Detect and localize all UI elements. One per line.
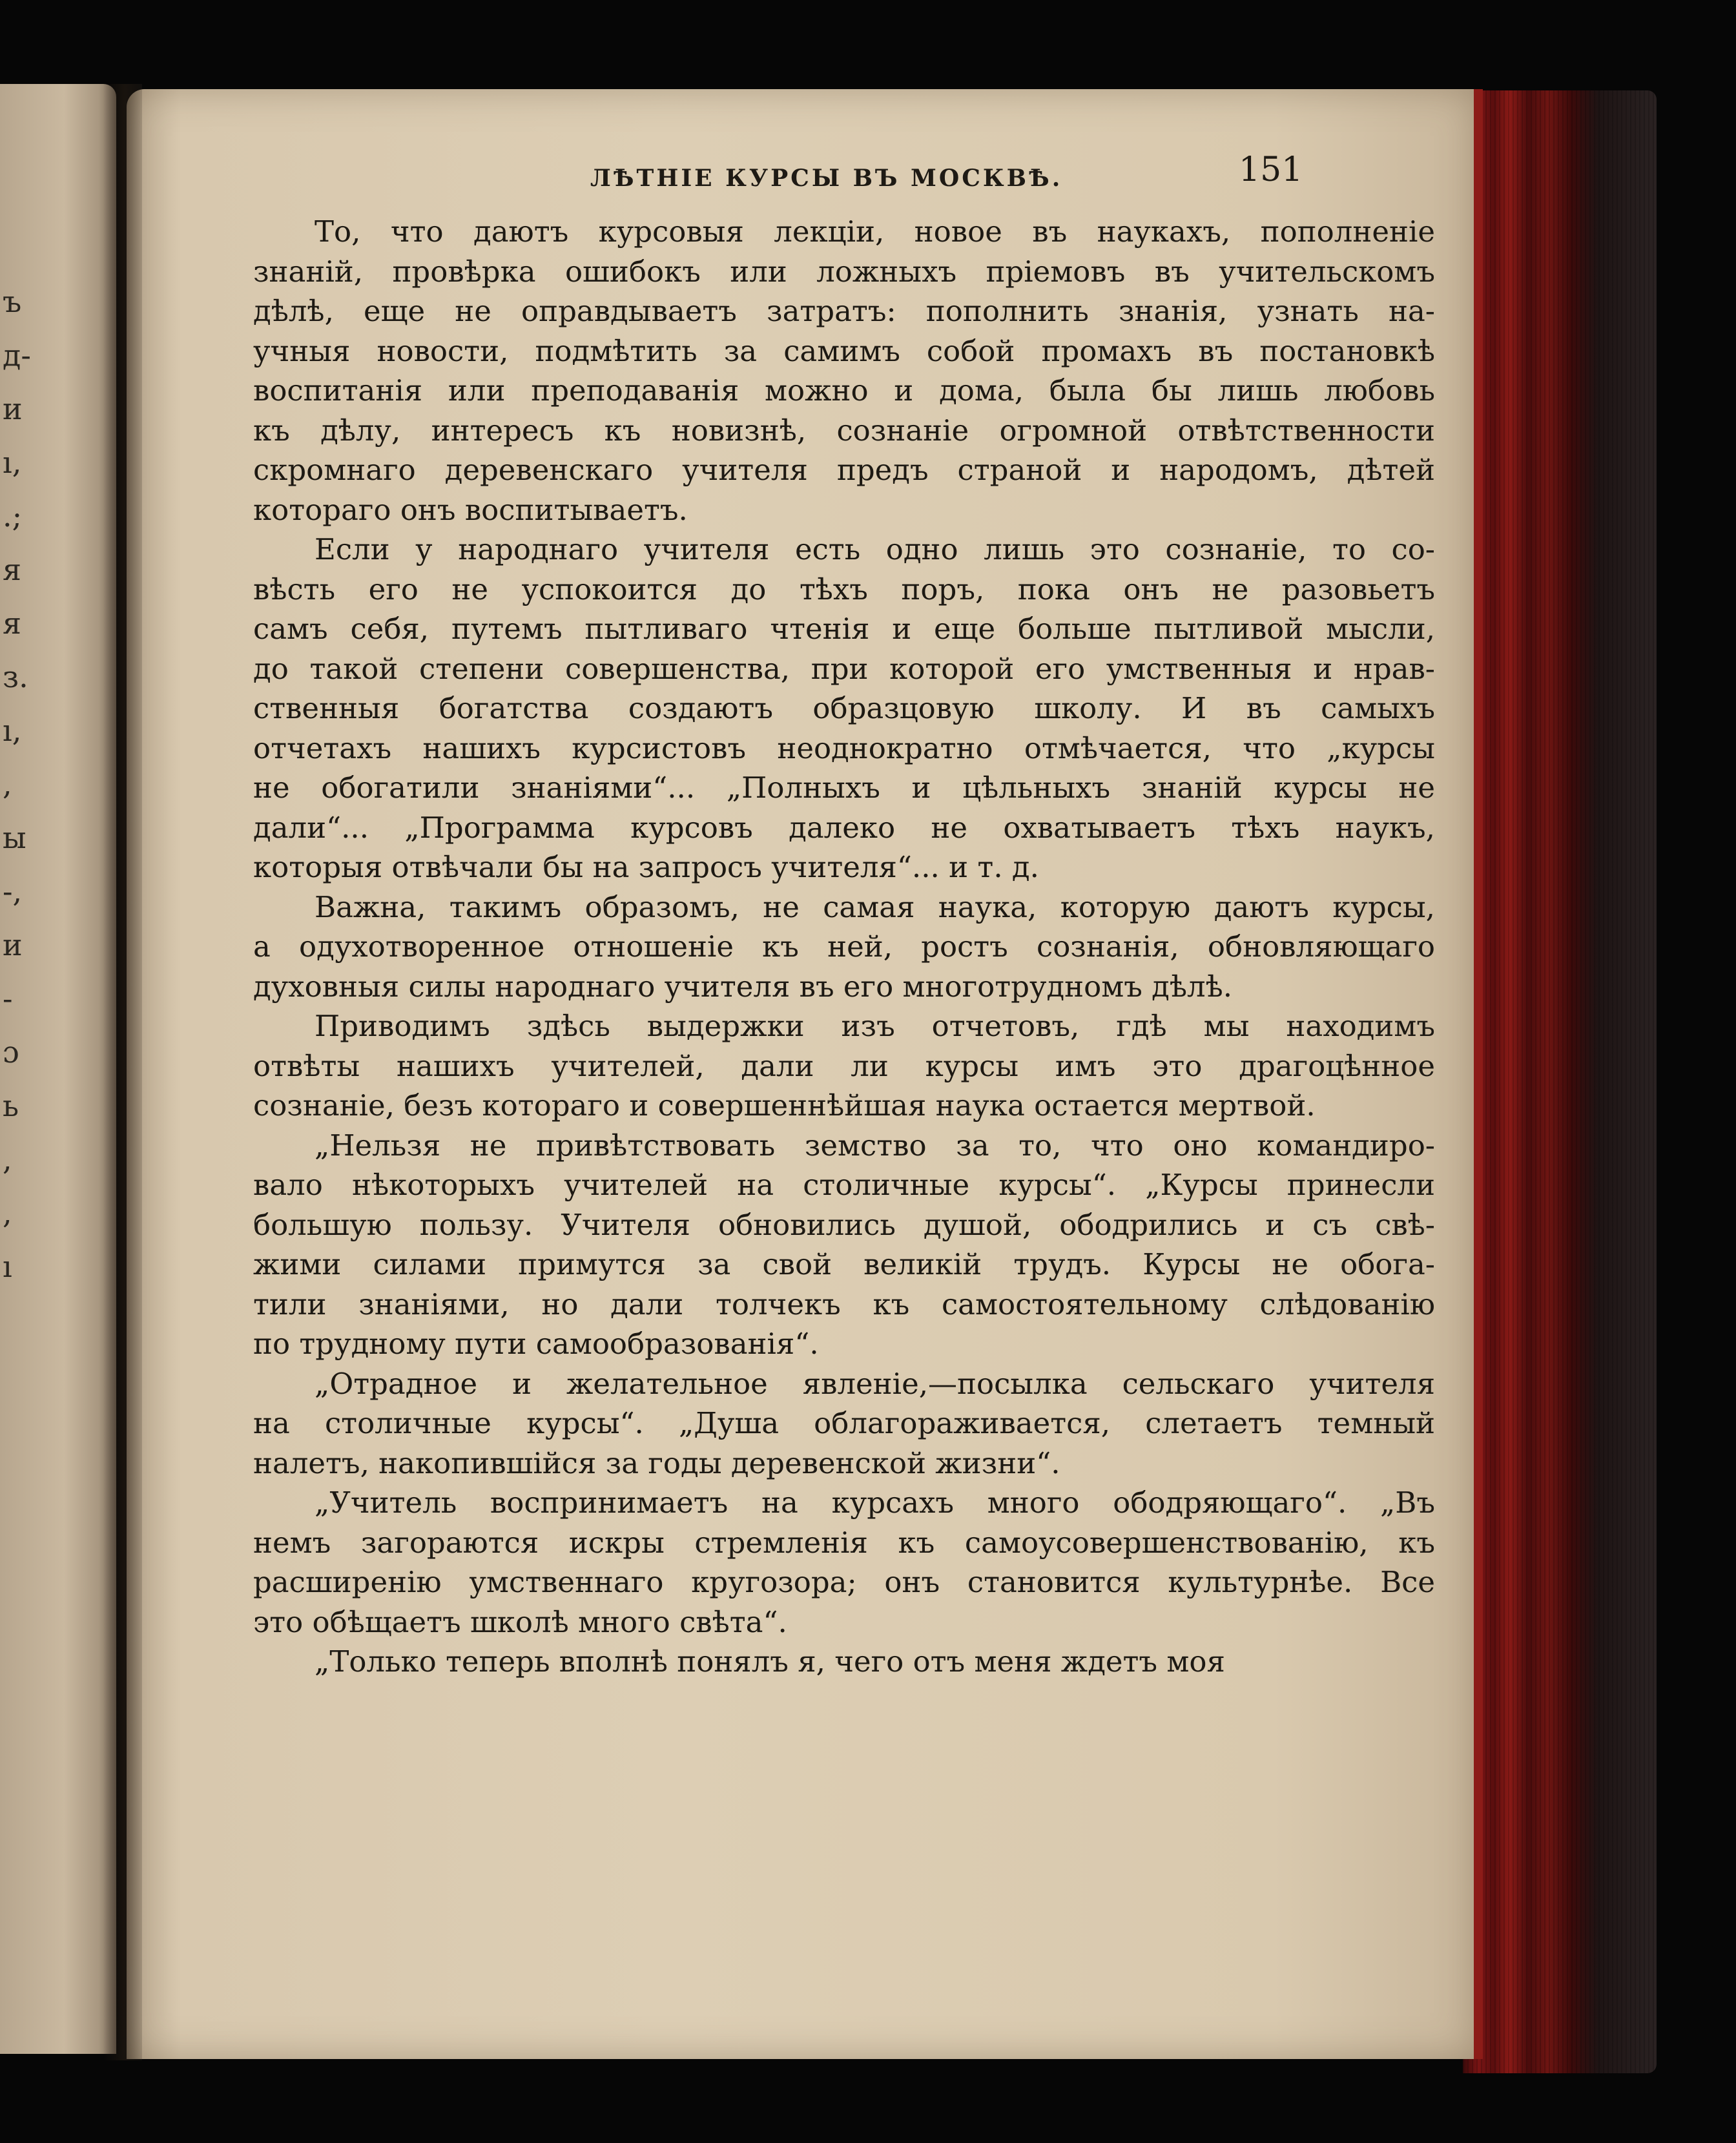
left-page-fragment: я [3, 552, 22, 587]
left-page-fragment: ı, [3, 713, 22, 748]
text-line: дѣлѣ, еще не оправдываетъ затратъ: пополнить знанія, узнать на- [253, 294, 1435, 328]
page-number: 151 [1239, 150, 1303, 189]
left-page-fragment: , [3, 767, 12, 802]
text-line: вѣсть его не успокоится до тѣхъ поръ, пока онъ не разовьетъ [253, 572, 1435, 606]
paragraph [253, 1126, 1435, 1364]
text-line: отчетахъ нашихъ курсистовъ неоднократно отмѣчается, что „курсы [253, 730, 1435, 765]
text-line: которыя отвѣчали бы на запросъ учителя“... и т. д. [253, 850, 1039, 884]
text-line: расширенію умственнаго кругозора; онъ становится культурнѣе. Все [253, 1565, 1435, 1599]
left-page-fragment: ы [3, 820, 26, 855]
paragraph [253, 1364, 1435, 1484]
text-line: котораго онъ воспитываетъ. [253, 492, 688, 527]
book-page [127, 89, 1476, 2059]
text-line: „Учитель воспринимаетъ на курсахъ много ободряющаго“. „Въ [315, 1486, 1435, 1520]
paragraph [253, 530, 1435, 887]
text-line: Важна, такимъ образомъ, не самая наука, которую даютъ курсы, [315, 889, 1435, 924]
left-page-fragment: ь [3, 1088, 19, 1123]
body-text [253, 212, 1435, 1682]
text-line: это обѣщаетъ школѣ много свѣта“. [253, 1604, 787, 1639]
text-line: воспитанія или преподаванія можно и дома, была бы лишь любовь [253, 373, 1435, 408]
running-head-title: ЛѢТНІЕ КУРСЫ ВЪ МОСКВѢ. [590, 165, 1063, 192]
text-line: не обогатили знаніями“... „Полныхъ и цѣльныхъ знаній курсы не [253, 771, 1435, 805]
left-page-fragment: и [3, 927, 23, 962]
text-line: по трудному пути самообразованія“. [253, 1327, 819, 1361]
left-page-fragment: и [3, 391, 23, 426]
text-line: большую пользу. Учителя обновились душой, ободрились и съ свѣ- [253, 1207, 1435, 1242]
text-line: тили знаніями, но дали толчекъ къ самостоятельному слѣдованію [253, 1287, 1435, 1321]
text-line: до такой степени совершенства, при которой его умственныя и нрав- [253, 651, 1435, 686]
paragraph [253, 1483, 1435, 1642]
text-line: знаній, провѣрка ошибокъ или ложныхъ пріемовъ въ учительскомъ [253, 254, 1435, 289]
text-line: скромнаго деревенскаго учителя предъ страной и народомъ, дѣтей [253, 453, 1435, 487]
text-line: духовныя силы народнаго учителя въ его многотрудномъ дѣлѣ. [253, 969, 1233, 1004]
book-block-edge [1463, 90, 1657, 2073]
left-page-fragment: д- [3, 338, 31, 373]
text-line: вало нѣкоторыхъ учителей на столичные курсы“. „Курсы принесли [253, 1168, 1435, 1202]
text-line: сознаніе, безъ котораго и совершеннѣйшая наука остается мертвой. [253, 1088, 1316, 1123]
paragraph [253, 1642, 1435, 1682]
text-line: дали“... „Программа курсовъ далеко не охватываетъ тѣхъ наукъ, [253, 810, 1435, 845]
text-line: налетъ, накопившійся за годы деревенской жизни“. [253, 1445, 1060, 1480]
text-line: То, что даютъ курсовыя лекціи, новое въ наукахъ, пополненіе [315, 214, 1435, 249]
text-line: самъ себя, путемъ пытливаго чтенія и еще больше пытливой мысли, [253, 612, 1435, 646]
left-page-fragment: з. [3, 659, 28, 694]
left-page-fragment: ɔ [3, 1035, 19, 1070]
left-page-fragment: , [3, 1196, 12, 1230]
text-line: на столичные курсы“. „Душа облагораживается, слетаетъ темный [253, 1406, 1435, 1440]
left-page-fragment: ı [3, 1249, 12, 1284]
text-line: „Отрадное и желательное явленіе,—посылка сельскаго учителя [315, 1366, 1435, 1401]
running-head [127, 150, 1476, 202]
left-page-fragment: ъ [3, 284, 22, 319]
page-edge-lines [1463, 90, 1657, 2073]
paragraph [253, 1006, 1435, 1126]
text-line: учныя новости, подмѣтить за самимъ собой промахъ въ постановкѣ [253, 333, 1435, 368]
left-page-fragment: .; [3, 499, 23, 533]
text-line: „Нельзя не привѣтствовать земство за то, что оно командиро- [315, 1128, 1435, 1163]
text-line: а одухотворенное отношеніе къ ней, ростъ сознанія, обновляющаго [253, 929, 1435, 964]
left-page-fragment: - [3, 981, 13, 1016]
left-page-fragment: -, [3, 874, 23, 909]
left-page-fragment: я [3, 606, 22, 641]
paragraph [253, 212, 1435, 530]
text-line: Приводимъ здѣсь выдержки изъ отчетовъ, гдѣ мы находимъ [315, 1009, 1435, 1043]
left-page-fragment: ı, [3, 445, 22, 480]
text-line: жими силами примутся за свой великій трудъ. Курсы не обога- [253, 1247, 1435, 1281]
left-page-edge [0, 84, 116, 2054]
paragraph [253, 887, 1435, 1007]
text-line: къ дѣлу, интересъ къ новизнѣ, сознаніе огромной отвѣтственности [253, 413, 1435, 448]
gutter-shadow [103, 84, 142, 2060]
text-line: Если у народнаго учителя есть одно лишь это сознаніе, то со- [315, 532, 1435, 566]
text-line: отвѣты нашихъ учителей, дали ли курсы имъ это драгоцѣнное [253, 1048, 1435, 1083]
page-red-rim [1474, 89, 1483, 2059]
text-line: ственныя богатства создаютъ образцовую школу. И въ самыхъ [253, 691, 1435, 725]
text-line: немъ загораются искры стремленія къ самоусовершенствованію, къ [253, 1525, 1435, 1560]
left-page-fragment: , [3, 1142, 12, 1177]
text-line: „Только теперь вполнѣ понялъ я, чего отъ меня ждетъ моя [315, 1644, 1225, 1679]
